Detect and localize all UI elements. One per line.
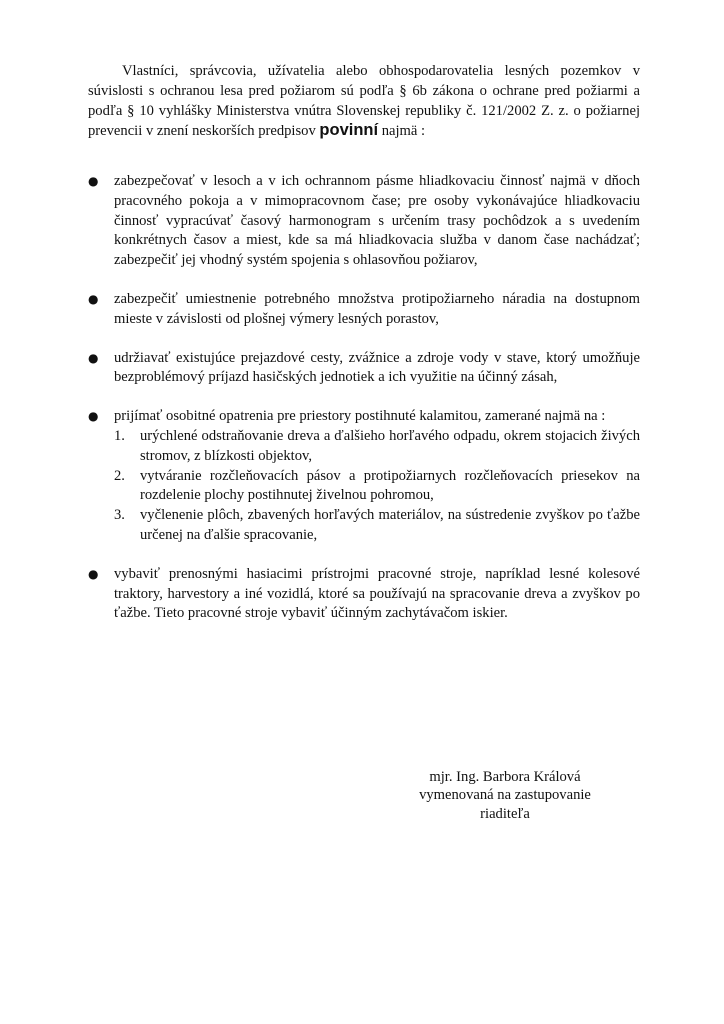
sub-list-item bbox=[114, 506, 640, 546]
sub-item-text: vyčlenenie plôch, zbavených horľavých materiálov, na sústredenie zvyškov po ťažbe určenej na ďalšie spracovanie, bbox=[140, 507, 640, 543]
sub-item-number: 3. bbox=[114, 507, 125, 524]
list-item-text: zabezpečiť umiestnenie potrebného množstva protipožiarneho náradia na dostupnom mieste v závislosti od plošnej výmery lesných porastov, bbox=[114, 290, 640, 327]
list-item-text: prijímať osobitné opatrenia pre priestory postihnuté kalamitou, zamerané najmä na : bbox=[114, 408, 606, 425]
calamity-measures-list bbox=[114, 427, 640, 546]
signatory-role-continued: riaditeľa bbox=[480, 805, 530, 822]
sub-list-item bbox=[114, 467, 640, 507]
intro-text-after: najmä : bbox=[378, 123, 426, 140]
sub-item-text: vytváranie rozčleňovacích pásov a protipožiarnych rozčleňovacích priesekov na rozdelenie plochy postihnutej živelnou pohromou, bbox=[140, 467, 640, 504]
bullet-icon: ● bbox=[88, 174, 99, 188]
list-item-text: vybaviť prenosnými hasiacimi prístrojmi pracovné stroje, napríklad lesné kolesové traktory, harvestory a iné vozidlá, ktoré sa používajú na spracovanie dreva a zvyškov po ťažbe. Tieto pracovné stroje vybaviť účinným zachytávačom iskier. bbox=[114, 565, 640, 622]
list-item bbox=[88, 565, 640, 624]
bullet-icon: ● bbox=[88, 291, 99, 306]
sub-item-number: 2. bbox=[114, 467, 125, 484]
bullet-icon: ● bbox=[88, 409, 99, 424]
sub-list-item bbox=[114, 427, 640, 467]
signatory-role: vymenovaná na zastupovanie bbox=[419, 787, 591, 804]
list-item-text: udržiavať existujúce prejazdové cesty, zvážnice a zdroje vody v stave, ktorý umožňuje bezproblémový príjazd hasičských jednotiek a ich využitie na účinný zásah, bbox=[114, 349, 640, 386]
bullet-icon: ● bbox=[88, 350, 99, 365]
list-item-text: zabezpečovať v lesoch a v ich ochrannom pásme hliadkovaciu činnosť najmä v dňoch pracovného pokoja a v mimopracovnom čase; pre osoby vykonávajúce hliadkovaciu činnosť vypracúvať časový harmonogram s určením trasy pochôdzok a s uvedením konkrétnych časov a miest, kde sa má hliadkovacia služba v danom čase nachádzať; zabezpečiť jej vhodný systém spojenia s ohlasovňou požiarov, bbox=[114, 173, 640, 269]
intro-paragraph bbox=[88, 62, 640, 142]
signature-block bbox=[380, 768, 630, 823]
list-item bbox=[88, 290, 640, 330]
obligations-list bbox=[88, 172, 640, 624]
intro-emphasis: povinní bbox=[319, 121, 379, 140]
list-item bbox=[88, 349, 640, 389]
list-item bbox=[88, 172, 640, 271]
intro-text-before: Vlastníci, správcovia, užívatelia alebo obhospodarovatelia lesných pozemkov v súvislosti s ochranou lesa pred požiarom sú podľa § 6b zákona o ochrane pred požiarmi a podľa § 10 vyhlášky Ministerstva vnútra Slovenskej republiky č. 121/2002 Z. z. o požiarnej prevencii v znení neskorších predpisov bbox=[88, 63, 640, 140]
signatory-name: mjr. Ing. Barbora Králová bbox=[429, 769, 581, 785]
sub-item-number: 1. bbox=[114, 427, 125, 444]
list-item bbox=[88, 407, 640, 546]
bullet-icon: ● bbox=[88, 566, 99, 581]
sub-item-text: urýchlené odstraňovanie dreva a ďalšieho horľavého odpadu, okrem stojacich živých stromov, z blízkosti objektov, bbox=[140, 427, 640, 464]
